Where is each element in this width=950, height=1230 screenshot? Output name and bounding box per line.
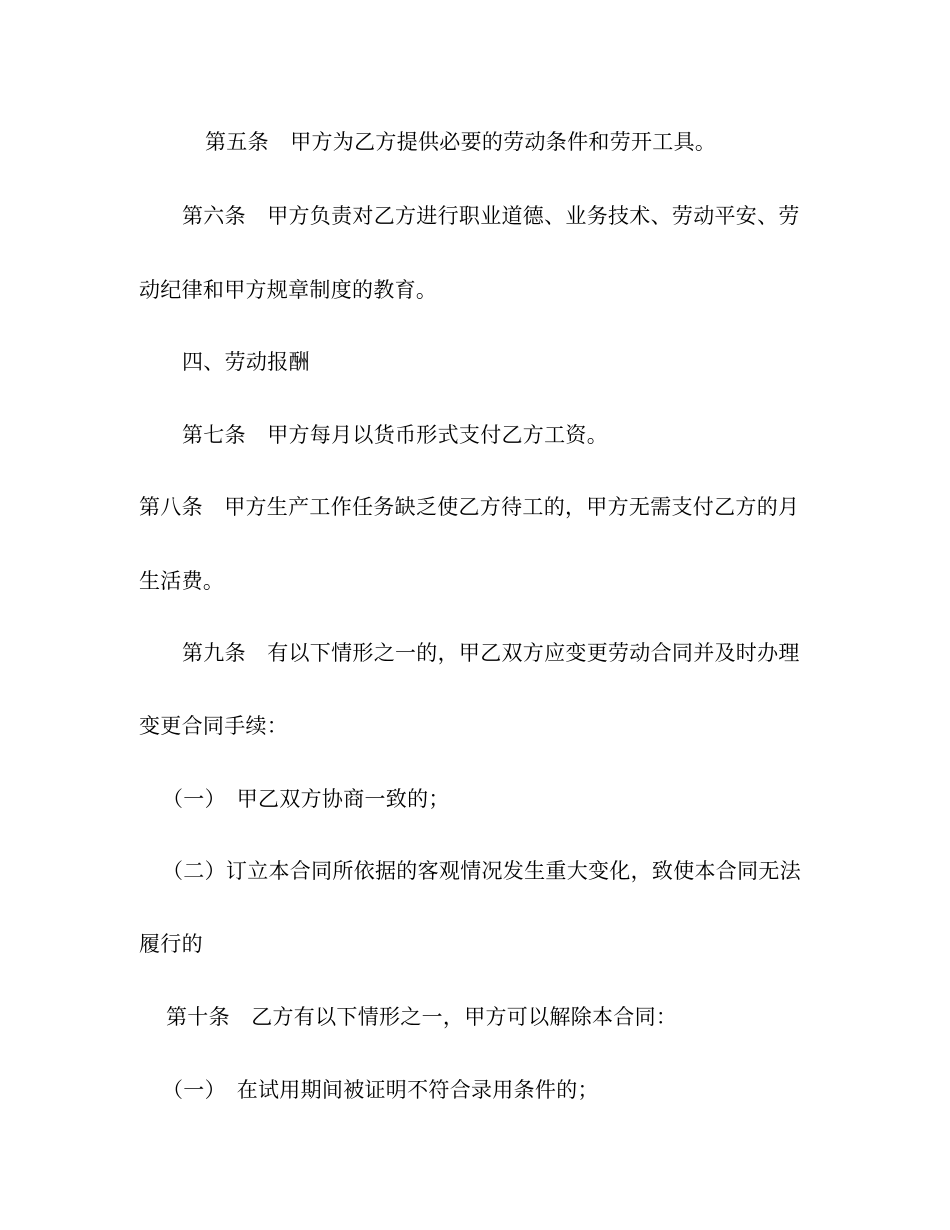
article-6-continuation: 动纪律和甲方规章制度的教育。 (139, 278, 438, 302)
section-heading-remuneration: 四、劳动报酬 (182, 350, 310, 374)
article-9-item-2: （二）订立本合同所依据的客观情况发生重大变化，致使本合同无法 (162, 859, 801, 883)
article-8-continuation: 生活费。 (139, 569, 225, 593)
article-7-text: 第七条 甲方每月以货币形式支付乙方工资。 (182, 423, 608, 447)
article-9-text: 第九条 有以下情形之一的，甲乙双方应变更劳动合同并及时办理 (182, 641, 800, 665)
article-5-text: 第五条 甲方为乙方提供必要的劳动条件和劳开工具。 (205, 130, 717, 154)
article-9-item-1: （一） 甲乙双方协商一致的； (162, 787, 450, 811)
article-8-text: 第八条 甲方生产工作任务缺乏使乙方待工的，甲方无需支付乙方的月 (139, 495, 800, 519)
article-9-continuation: 变更合同手续： (139, 714, 289, 738)
article-10-text: 第十条 乙方有以下情形之一，甲方可以解除本合同： (166, 1005, 678, 1029)
article-10-item-1: （一） 在试用期间被证明不符合录用条件的； (162, 1078, 599, 1102)
article-6-text: 第六条 甲方负责对乙方进行职业道德、业务技术、劳动平安、劳 (182, 204, 800, 228)
article-9-item-2-continuation: 履行的 (139, 932, 203, 956)
